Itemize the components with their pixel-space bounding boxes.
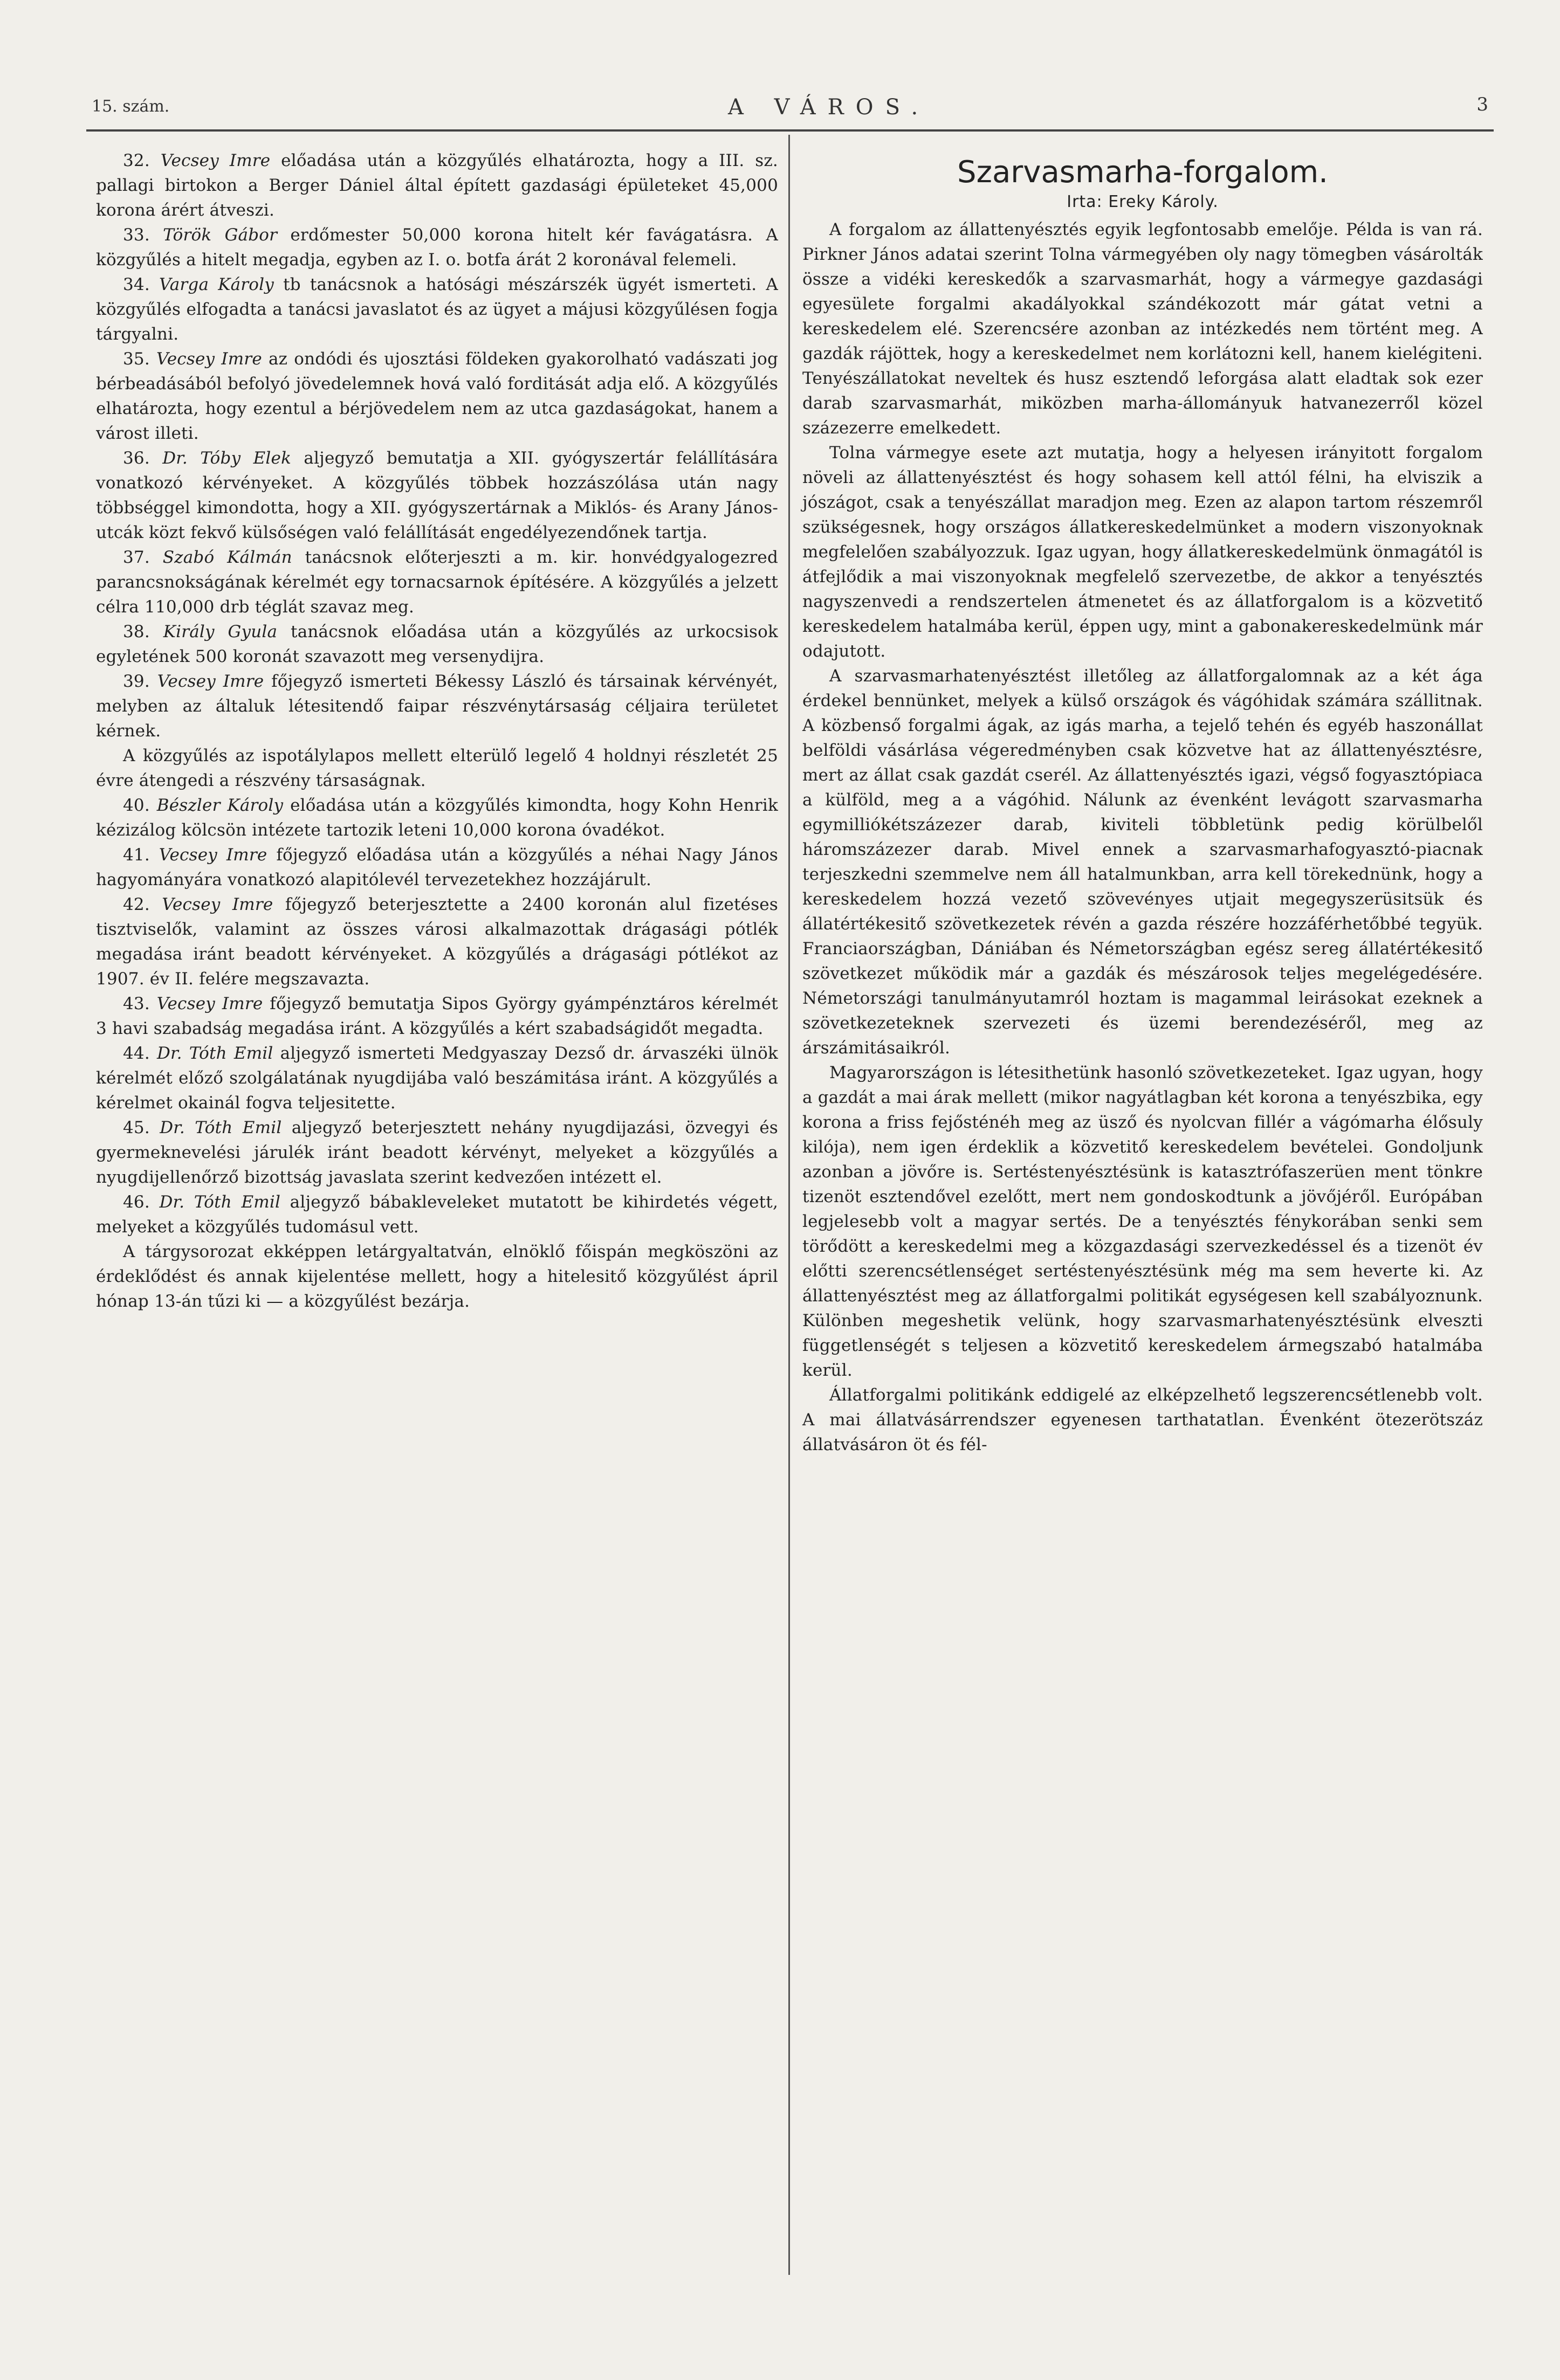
person-name: Vecsey Imre (160, 151, 271, 170)
masthead-title: A VÁROS. (728, 95, 930, 120)
agenda-item (96, 669, 778, 743)
agenda-item (96, 446, 778, 545)
item-number: 36. (123, 449, 163, 468)
item-text: főjegyző beterjesztette a 2400 koronán alul fizetéses tisztviselők, valamint az összes városi alkalmazottak drágasági pótlék megadása iránt beadott kérvényeket. A közgyűlés a drágasági pótlékot az 1907. év II. felére megszavazta. (96, 895, 778, 989)
item-text: A közgyűlés az ispotálylapos mellett elterülő legelő 4 holdnyi részletét 25 évre átengedi a részvény társaságnak. (96, 746, 778, 790)
right-column (802, 148, 1483, 1457)
agenda-item (96, 843, 778, 892)
article-title: Szarvasmarha-forgalom. (957, 155, 1328, 190)
page-number: 3 (1476, 94, 1488, 115)
item-text: tanácsnok előadása után a közgyűlés az urkocsisok egyletének 500 koronát szavazott meg versenydijra. (96, 622, 778, 666)
person-name: Király Gyula (163, 622, 278, 641)
agenda-item (96, 148, 778, 223)
person-name: Vecsey Imre (159, 845, 267, 865)
article-byline: Irta: Ereky Károly. (1067, 192, 1219, 211)
item-number: 40. (123, 796, 157, 815)
item-text: tb tanácsnok a hatósági mészárszék ügyét ismerteti. A közgyűlés elfogadta a tanácsi javaslatot és az ügyet a májusi közgyűlésen fogja tárgyalni. (96, 275, 778, 344)
item-number: 45. (123, 1118, 160, 1137)
article-paragraph: A szarvasmarhatenyésztést illetőleg az állatforgalomnak az a két ága érdekel bennünket, melyek a külső országok és vágóhidak számára szállitnak. A közbenső forgalmi ágak, az igás marha, a tejelő tehén és egyéb haszonállat belföldi vásárlása végeredményben csak közvetve hat az állattenyésztésre, mert az állat csak gazdát cserél. Az állattenyésztés igazi, végső fogyasztópiaca a külföld, meg a a vágóhid. Nálunk az évenként levágott szarvasmarha egymilliókétszázezer darab, kiviteli többletünk pedig körülbelől háromszázezer darab. Mivel ennek a szarvasmarhafogyasztó-piacnak terjeszkedni szemmelve nem áll hatalmunkban, arra kell törekednünk, hogy a kereskedelem hozzá vezető szövevényes utjait megegyszerüsitsük és állatértékesitő szövetkezetek révén a gazda részére hozzáférhetőbbé tegyük. Franciaországban, Dániában és Németországban egész sereg állatértékesitő szövetkezet működik már a gazdák és mészárosok teljes megelégedésére. Németországi tanulmányutamról hoztam is magammal leirásokat ezeknek a szövetkezeteknek szervezeti és üzemi berendezéséről, meg az árszámitásaikról. (802, 666, 1483, 1058)
agenda-item (96, 545, 778, 619)
issue-number: 15. szám. (92, 97, 170, 116)
agenda-item (96, 892, 778, 991)
item-number: 44. (123, 1044, 157, 1063)
agenda-item (96, 223, 778, 272)
item-text: aljegyző bemutatja a XII. gyógyszertár felállítására vonatkozó kérvényeket. A közgyűlés többek hozzászólása után nagy többséggel kimondotta, hogy a XII. gyógyszertárnak a Miklós- és Arany János-utcák közt fekvő külsőségen való felállítását engedélyezendőnek tartja. (96, 449, 778, 542)
item-text: aljegyző ismerteti Medgyaszay Dezső dr. árvaszéki ülnök kérelmét előző szolgálatának nyugdijába való beszámitása iránt. A közgyűlés a kérelmet okainál fogva teljesitette. (96, 1044, 778, 1113)
person-name: Dr. Tóth Emil (156, 1044, 273, 1063)
article-body (802, 217, 1483, 1457)
person-name: Dr. Tóth Emil (159, 1192, 281, 1212)
article-paragraph: Tolna vármegye esete azt mutatja, hogy a helyesen irányitott forgalom növeli az állattenyésztést és hogy sohasem kell attól félni, ha elviszik a jószágot, csak a tenyészállat maradjon meg. Ezen az alapon tartom részemről szükségesnek, hogy országos állatkereskedelmünket a modern viszonyoknak megfelelően szabályozzuk. Igaz ugyan, hogy állatkereskedelmünk önmagától is átfejlődik a mai viszonyoknak megfelelő szervezetbe, de akkor a tenyésztés nagyszenvedi a rendszertelen átmenetet és az állatforgalom is a közvetitő kereskedelem hatalmába kerül, éppen ugy, mint a gabonakereskedelmünk már odajutott. (802, 443, 1483, 661)
person-name: Dr. Tóby Elek (162, 449, 292, 468)
agenda-item (96, 272, 778, 347)
page-header (92, 92, 1491, 124)
article-paragraph: Állatforgalmi politikánk eddigelé az elképzelhető legszerencsétlenebb volt. A mai állatvásárrendszer egyenesen tarthatatlan. Évenként ötezerötszáz állatvásáron öt és fél- (802, 1385, 1483, 1454)
item-number: 32. (123, 151, 161, 170)
item-text: előadása után a közgyűlés kimondta, hogy Kohn Henrik kézizálog kölcsön intézete tartozik leteni 10,000 korona óvadékot. (96, 796, 778, 840)
item-number: 38. (123, 622, 163, 641)
person-name: Varga Károly (159, 275, 274, 294)
person-name: Török Gábor (163, 225, 278, 245)
agenda-item (96, 743, 778, 793)
item-number: 37. (123, 548, 163, 567)
agenda-item (96, 1239, 778, 1314)
agenda-item (96, 347, 778, 446)
column-divider (788, 135, 790, 2275)
item-number: 33. (123, 225, 163, 245)
item-number: 46. (123, 1192, 160, 1212)
item-text: az ondódi és ujosztási földeken gyakorolható vadászati jog bérbeadásából befolyó jövedelemnek hová való forditását adja elő. A közgyűlés elhatározta, hogy ezentul a bérjövedelem nem az utca gazdaságokat, hanem a várost illeti. (96, 349, 778, 443)
left-column (96, 148, 778, 1314)
item-number: 41. (123, 845, 159, 865)
person-name: Dr. Tóth Emil (160, 1118, 282, 1137)
agenda-item (96, 1190, 778, 1239)
item-text: aljegyző beterjesztett nehány nyugdijazási, özvegyi és gyermeknevelési járulék iránt beadott kérvényt, melyeket a közgyűlés a nyugdijellenőrző bizottság javaslata szerint kedvezően intézett el. (96, 1118, 778, 1187)
agenda-item (96, 991, 778, 1041)
article-paragraph: A forgalom az állattenyésztés egyik legfontosabb emelője. Példa is van rá. Pirkner János adatai szerint Tolna vármegyében oly nagy tömegben vásárolták össze a vidéki kereskedők a szarvasmarhát, hogy a vármegye gazdasági egyesülete forgalmi akadályokkal szándékozott már gátat vetni a kereskedelem elé. Szerencsére azonban az intézkedés nem történt meg. A gazdák rájöttek, hogy a kereskedelmet nem korlátozni kell, hanem kielégiteni. Tenyészállatokat neveltek és husz esztendő leforgása alatt eladtak sok ezer darab szarvasmarhát, miközben marha-állományuk hatvanezerről közel százezerre emelkedett. (802, 220, 1483, 438)
person-name: Vecsey Imre (157, 672, 264, 691)
item-number: 34. (123, 275, 159, 294)
person-name: Vecsey Imre (156, 349, 262, 369)
item-text: aljegyző bábakleveleket mutatott be kihirdetés végett, melyeket a közgyűlés tudomásul vett. (96, 1192, 778, 1237)
item-number: 39. (123, 672, 157, 691)
item-number: 35. (123, 349, 156, 369)
item-number: 42. (123, 895, 162, 914)
item-text: főjegyző előadása után a közgyűlés a néhai Nagy János hagyományára vonatkozó alapitólevél tervezetekhez hozzájárult. (96, 845, 778, 889)
person-name: Vecsey Imre (156, 994, 263, 1013)
agenda-item (96, 1041, 778, 1115)
agenda-item (96, 793, 778, 843)
header-rule (86, 129, 1494, 132)
item-text: A tárgysorozat ekképpen letárgyaltatván, elnöklő főispán megköszöni az érdeklődést és annak kijelentése mellett, hogy a hitelesitő közgyűlést ápril hónap 13-án tűzi ki — a közgyűlést bezárja. (96, 1242, 778, 1311)
item-text: főjegyző bemutatja Sipos György gyámpénztáros kérelmét 3 havi szabadság megadása iránt. A közgyűlés a kért szabadságidőt megadta. (96, 994, 778, 1038)
person-name: Szabó Kálmán (162, 548, 292, 567)
item-text: előadása után a közgyűlés elhatározta, hogy a III. sz. pallagi birtokon a Berger Dániel által épített gazdasági épületeket 45,000 korona árért átveszi. (96, 151, 778, 220)
person-name: Vecsey Imre (162, 895, 273, 914)
person-name: Bészler Károly (156, 796, 284, 815)
item-text: erdőmester 50,000 korona hitelt kér favágatásra. A közgyűlés a hitelt megadja, egyben az I. o. botfa árát 2 koronával felemeli. (96, 225, 778, 270)
agenda-item (96, 619, 778, 669)
agenda-item (96, 1115, 778, 1190)
article-paragraph: Magyarországon is létesithetünk hasonló szövetkezeteket. Igaz ugyan, hogy a gazdát a mai árak mellett (mikor nagyátlagban két korona a tenyészbika, egy korona a friss fejősténéh meg az üsző és nyolcvan fillér a vágómarha élősuly kilója), nem igen érdeklik a közvetitő kereskedelem bevételei. Gondoljunk azonban a jövőre is. Sertéstenyésztésünk is katasztrófaszerüen ment tönkre tizenöt esztendővel ezelőtt, mert nem gondoskodtunk a jövőjéről. Európában legjelesebb volt a magyar sertés. De a tenyésztés fénykorában senki sem törődött a kereskedelmi meg a közgazdasági szervezkedéssel és a tizenöt év előtti szerencsétlenséget sertéstenyésztésünk még ma sem heverte ki. Az állattenyésztést meg az állatforgalmi politikát egységesen kell szabályoznunk. Különben megeshetik velünk, hogy szarvasmarhatenyésztésünk elveszti függetlenségét s teljesen a közvetitő kereskedelem ármegszabó hatalmába kerül. (802, 1063, 1483, 1380)
item-text: főjegyző ismerteti Békessy László és társainak kérvényét, melyben az általuk létesitendő faipar részvénytársaság céljaira területet kérnek. (96, 672, 778, 741)
item-text: tanácsnok előterjeszti a m. kir. honvédgyalogezred parancsnokságának kérelmét egy tornacsarnok építésére. A közgyűlés a jelzett célra 110,000 drb téglát szavaz meg. (96, 548, 778, 617)
item-number: 43. (123, 994, 157, 1013)
